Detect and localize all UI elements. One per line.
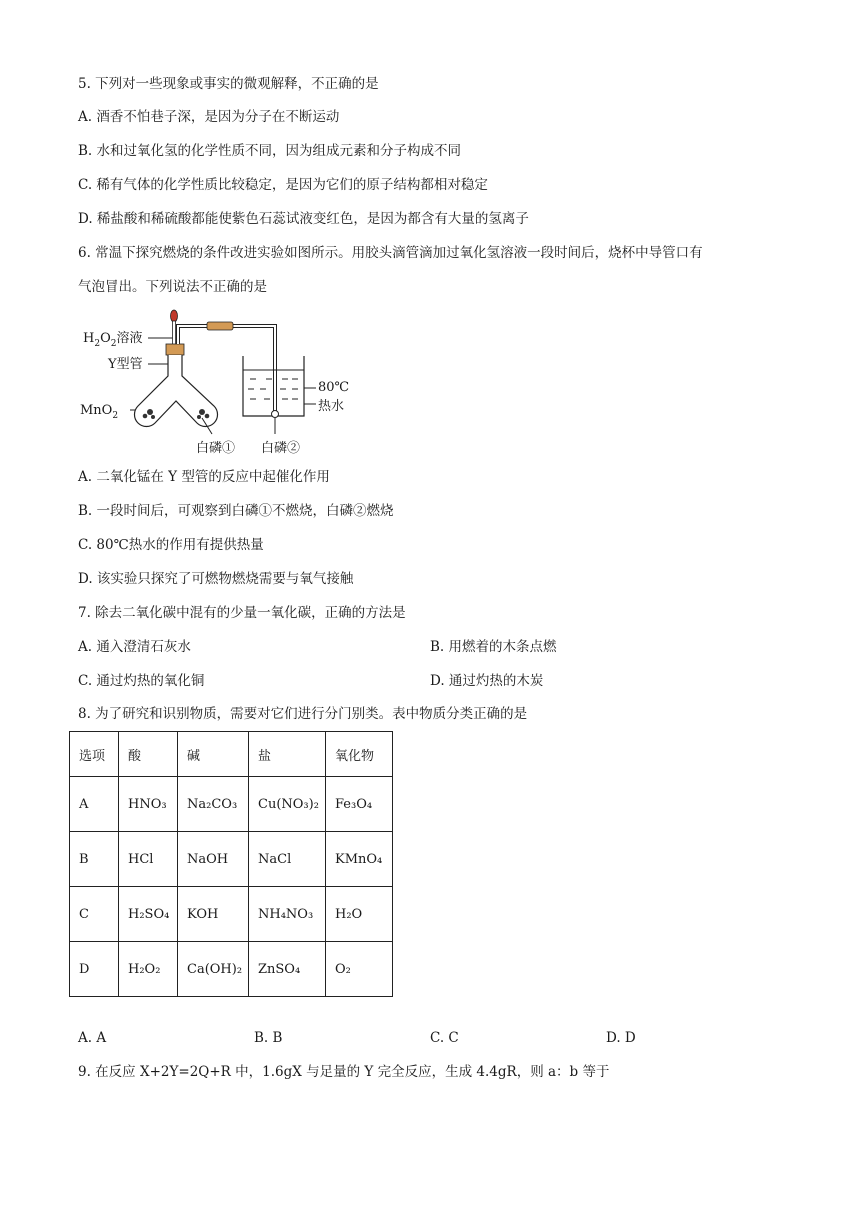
q5-stem: 5. 下列对一些现象或事实的微观解释，不正确的是 [78,76,379,92]
y-tube-label: Y型管 [108,357,143,372]
table-cell: Fe₃O₄ [326,777,393,832]
q8-option-a: A. A [78,1030,107,1046]
table-cell: A [70,777,119,832]
mno2-label: MnO$_2$ [80,403,119,421]
table-header: 选项 [70,732,119,777]
white-phosphorus-1-label: 白磷① [196,441,236,456]
table-cell: NaOH [178,832,249,887]
q5-option-b: B. 水和过氧化氢的化学性质不同，因为组成元素和分子构成不同 [78,143,462,159]
q7-option-c: C. 通过灼热的氧化铜 [78,673,205,689]
q6-stem-line2: 气泡冒出。下列说法不正确的是 [78,279,267,295]
table-row [70,832,393,887]
table-header-row [70,732,393,777]
q7-option-b: B. 用燃着的木条点燃 [430,639,557,655]
q6-option-b: B. 一段时间后，可观察到白磷①不燃烧，白磷②燃烧 [78,503,394,519]
table-cell: O₂ [326,942,393,997]
table-row [70,777,393,832]
q8-option-d: D. D [606,1030,636,1046]
table-cell: HCl [119,832,178,887]
stopper-icon [166,344,184,355]
table-cell: Na₂CO₃ [178,777,249,832]
table-header: 酸 [119,732,178,777]
table-cell: Ca(OH)₂ [178,942,249,997]
h2o2-label: $H_2O_2$溶液 [83,331,143,349]
table-header: 氧化物 [326,732,393,777]
white-phosphorus-2-label: 白磷② [261,441,301,456]
table-cell: C [70,887,119,942]
table-cell: NaCl [249,832,326,887]
q8-stem: 8. 为了研究和识别物质，需要对它们进行分门别类。表中物质分类正确的是 [78,706,528,722]
q6-option-a: A. 二氧化锰在 Y 型管的反应中起催化作用 [78,469,330,485]
table-cell: KMnO₄ [326,832,393,887]
table-cell: ZnSO₄ [249,942,326,997]
q6-stem-line1: 6. 常温下探究燃烧的条件改进实验如图所示。用胶头滴管滴加过氧化氢溶液一段时间后，烧杯中导管口有 [78,245,703,261]
hot-water-label: 热水 [318,399,345,414]
table-cell: D [70,942,119,997]
table-cell: NH₄NO₃ [249,887,326,942]
q6-option-c: C. 80℃热水的作用有提供热量 [78,537,264,553]
temperature-label: 80℃ [318,380,350,395]
table-cell: H₂O₂ [119,942,178,997]
q5-option-d: D. 稀盐酸和稀硫酸都能使紫色石蕊试液变红色，是因为都含有大量的氢离子 [78,211,529,227]
q8-option-c: C. C [430,1030,459,1046]
q5-option-a: A. 酒香不怕巷子深，是因为分子在不断运动 [78,109,340,125]
q6-option-d: D. 该实验只探究了可燃物燃烧需要与氧气接触 [78,571,354,587]
table-cell: H₂SO₄ [119,887,178,942]
table-header: 盐 [249,732,326,777]
experiment-apparatus-figure [78,306,378,462]
q7-stem: 7. 除去二氧化碳中混有的少量一氧化碳，正确的方法是 [78,605,406,621]
q9-stem: 9. 在反应 X+2Y=2Q+R 中，1.6gX 与足量的 Y 完全反应，生成 4.4gR，则 a：b 等于 [78,1064,610,1080]
table-cell: KOH [178,887,249,942]
table-header: 碱 [178,732,249,777]
table-cell: HNO₃ [119,777,178,832]
table-cell: B [70,832,119,887]
q5-option-c: C. 稀有气体的化学性质比较稳定，是因为它们的原子结构都相对稳定 [78,177,488,193]
table-row [70,942,393,997]
table-cell: Cu(NO₃)₂ [249,777,326,832]
rubber-tube-icon [207,322,233,330]
table-row [70,887,393,942]
q7-option-d: D. 通过灼热的木炭 [430,673,544,689]
table-cell: H₂O [326,887,393,942]
classification-table [69,731,393,997]
q8-option-b: B. B [254,1030,283,1046]
q7-option-a: A. 通入澄清石灰水 [78,639,191,655]
